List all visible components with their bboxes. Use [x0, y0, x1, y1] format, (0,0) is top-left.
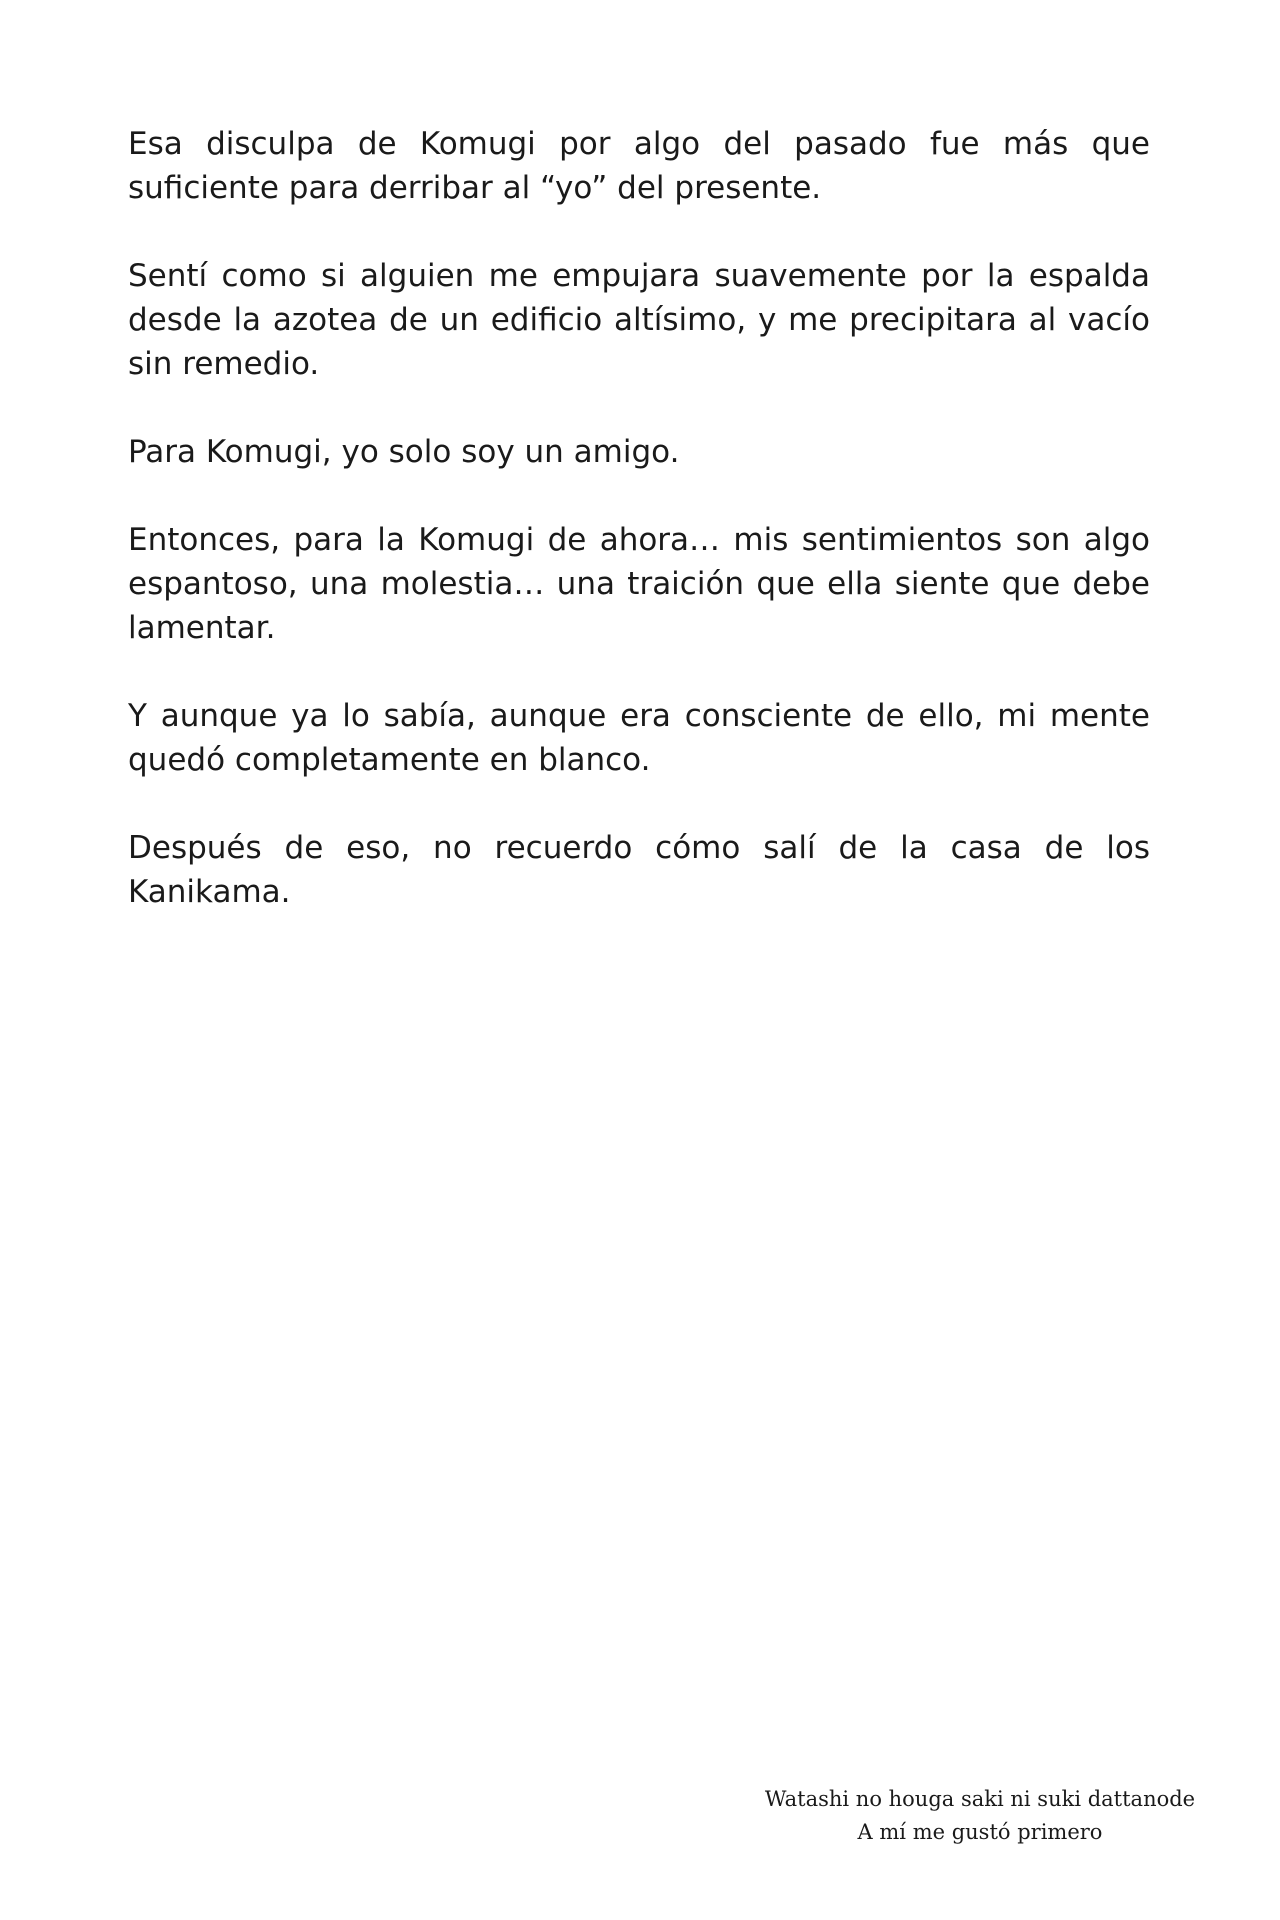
paragraph: Después de eso, no recuerdo cómo salí de la casa de los Kanikama. — [128, 830, 1150, 910]
footer-series-subtitle: A mí me gustó primero — [857, 1820, 1103, 1844]
paragraph: Esa disculpa de Komugi por algo del pasado fue más que suficiente para derribar al “yo” del presente. — [128, 126, 1150, 206]
page-footer — [720, 1783, 1240, 1849]
paragraph: Entonces, para la Komugi de ahora… mis sentimientos son algo espantoso, una molestia… una traición que ella siente que debe lamentar. — [128, 522, 1150, 646]
paragraph: Sentí como si alguien me empujara suavemente por la espalda desde la azotea de un edificio altísimo, y me precipitara al vacío sin remedio. — [128, 258, 1150, 382]
paragraph: Para Komugi, yo solo soy un amigo. — [128, 434, 680, 470]
body-text — [128, 122, 1150, 914]
footer-series-title: Watashi no houga saki ni suki dattanode — [764, 1787, 1196, 1811]
paragraph: Y aunque ya lo sabía, aunque era consciente de ello, mi mente quedó completamente en blanco. — [128, 698, 1150, 778]
